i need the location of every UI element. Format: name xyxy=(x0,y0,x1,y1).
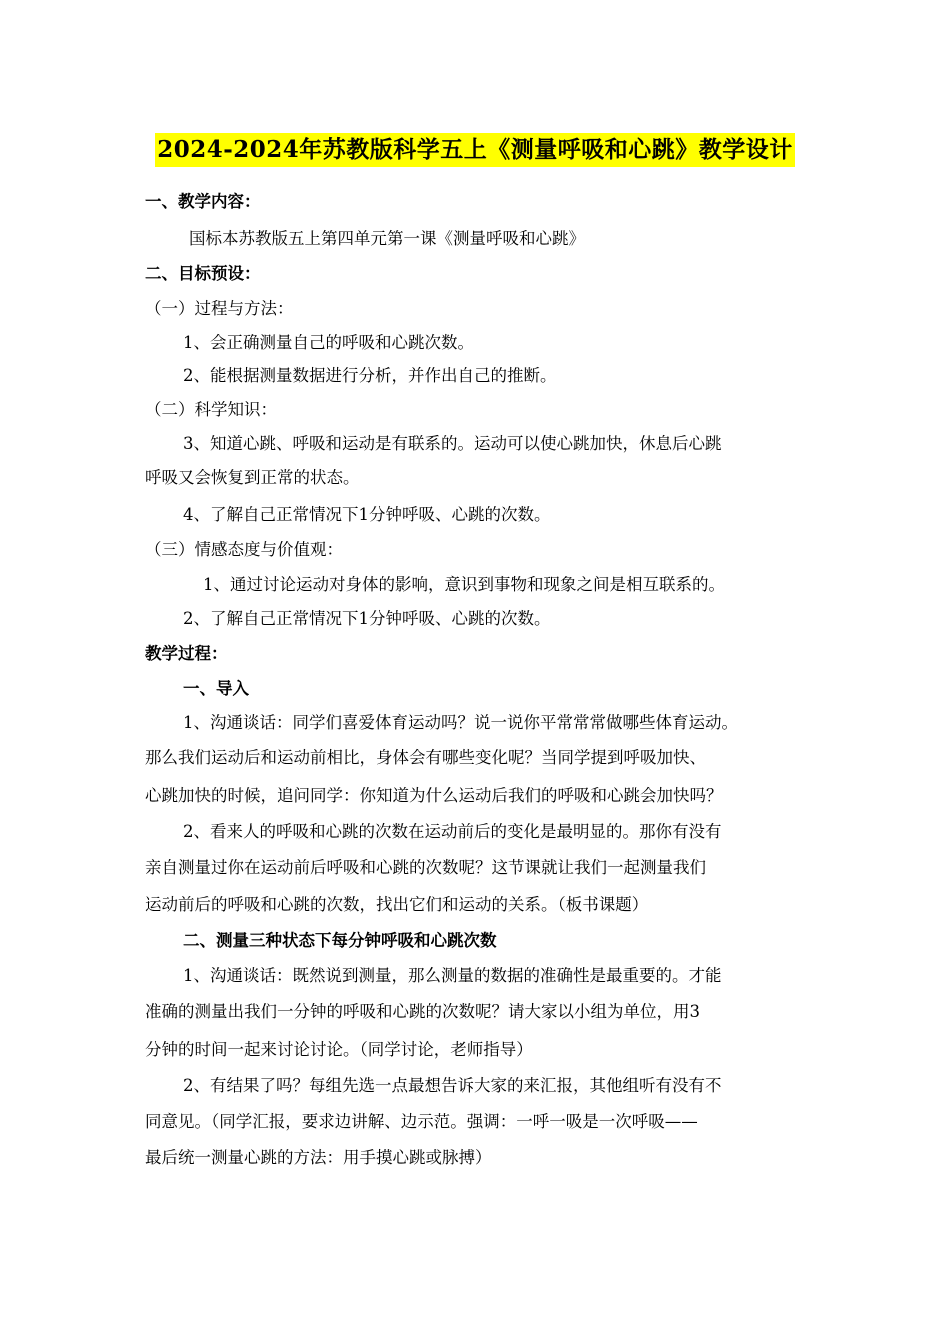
section-heading-process: 教学过程： xyxy=(145,644,228,663)
body-line: 3、知道心跳、呼吸和运动是有联系的。运动可以使心跳加快，休息后心跳 xyxy=(183,434,722,453)
body-line: 那么我们运动后和运动前相比，身体会有哪些变化呢？当同学提到呼吸加快、 xyxy=(145,748,706,767)
body-line: 1、通过讨论运动对身体的影响，意识到事物和现象之间是相互联系的。 xyxy=(203,575,725,594)
section-heading-content: 一、教学内容： xyxy=(145,192,261,211)
body-line: 准确的测量出我们一分钟的呼吸和心跳的次数呢？请大家以小组为单位，用3 xyxy=(145,1002,700,1021)
body-line: 最后统一测量心跳的方法：用手摸心跳或脉搏） xyxy=(145,1148,492,1167)
subheading-intro: 一、导入 xyxy=(183,679,249,698)
body-line: 亲自测量过你在运动前后呼吸和心跳的次数呢？这节课就让我们一起测量我们 xyxy=(145,858,706,877)
subheading-knowledge: （二）科学知识： xyxy=(145,400,277,419)
body-line: 2、看来人的呼吸和心跳的次数在运动前后的变化是最明显的。那你有没有 xyxy=(183,822,722,841)
body-line: 呼吸又会恢复到正常的状态。 xyxy=(145,468,360,487)
body-line: 心跳加快的时候，追问同学：你知道为什么运动后我们的呼吸和心跳会加快吗？ xyxy=(145,786,723,805)
body-line: 运动前后的呼吸和心跳的次数，找出它们和运动的关系。（板书课题） xyxy=(145,895,649,914)
body-line: 分钟的时间一起来讨论讨论。（同学讨论，老师指导） xyxy=(145,1040,533,1059)
body-line: 2、了解自己正常情况下1分钟呼吸、心跳的次数。 xyxy=(183,609,551,628)
document-title: 2024-2024年苏教版科学五上《测量呼吸和心跳》教学设计 xyxy=(155,133,795,167)
body-line: 2、有结果了吗？每组先选一点最想告诉大家的来汇报，其他组听有没有不 xyxy=(183,1076,722,1095)
subheading-attitude: （三）情感态度与价值观： xyxy=(145,540,343,559)
body-line: 1、沟通谈话：既然说到测量，那么测量的数据的准确性是最重要的。才能 xyxy=(183,966,722,985)
title-container xyxy=(0,133,950,167)
body-line: 同意见。（同学汇报，要求边讲解、边示范。强调：一呼一吸是一次呼吸—— xyxy=(145,1112,698,1131)
body-line: 1、会正确测量自己的呼吸和心跳次数。 xyxy=(183,333,474,352)
subheading-process: （一）过程与方法： xyxy=(145,299,294,318)
subheading-measure: 二、测量三种状态下每分钟呼吸和心跳次数 xyxy=(183,931,497,950)
body-line: 国标本苏教版五上第四单元第一课《测量呼吸和心跳》 xyxy=(189,229,585,248)
body-line: 4、了解自己正常情况下1分钟呼吸、心跳的次数。 xyxy=(183,505,551,524)
body-line: 2、能根据测量数据进行分析，并作出自己的推断。 xyxy=(183,366,557,385)
body-line: 1、沟通谈话：同学们喜爱体育运动吗？说一说你平常常常做哪些体育运动。 xyxy=(183,713,738,732)
section-heading-goals: 二、目标预设： xyxy=(145,264,261,283)
